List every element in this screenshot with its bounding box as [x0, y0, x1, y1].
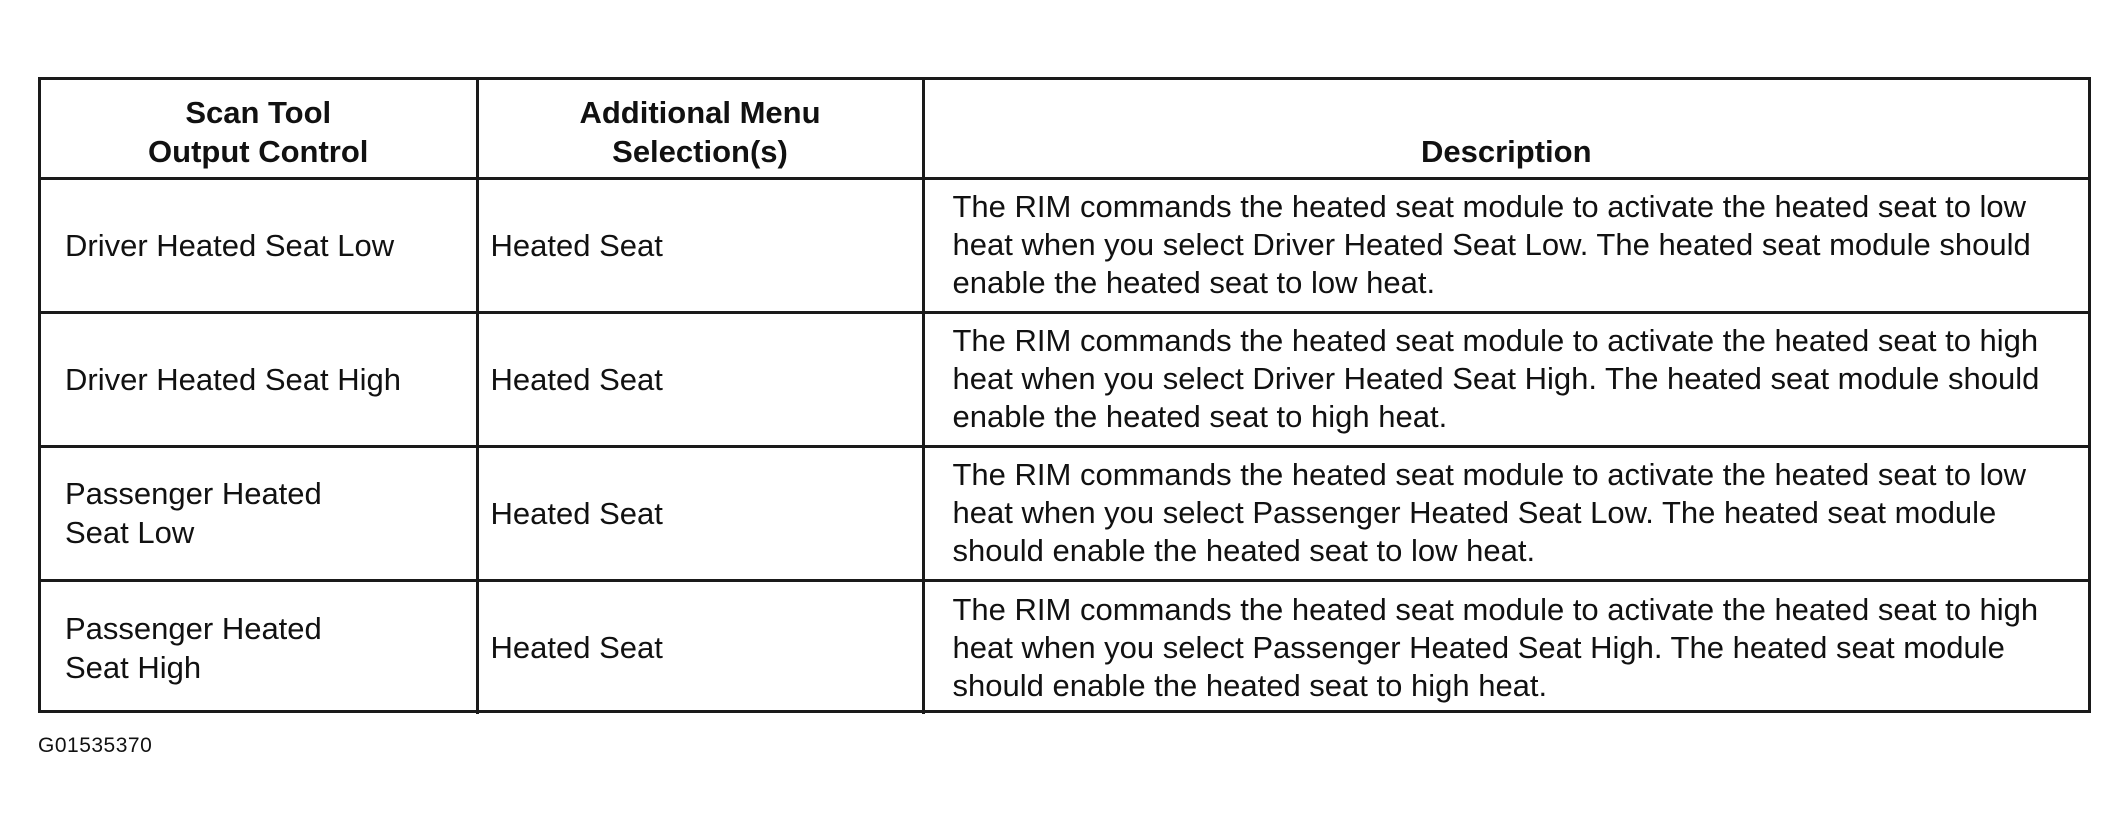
- header-description: [923, 80, 2088, 178]
- header-menu-selection-line-1: Additional Menu: [579, 94, 821, 130]
- header-output-control: [41, 80, 477, 178]
- table-row: [41, 178, 2088, 312]
- description-cell: The RIM commands the heated seat module to activate the heated seat to high heat when you select Passenger Heated Seat High. The heated seat module should enable the heated seat to high heat.: [923, 580, 2088, 714]
- description-cell: The RIM commands the heated seat module to activate the heated seat to high heat when you select Driver Heated Seat High. The heated seat module should enable the heated seat to high heat.: [923, 312, 2088, 446]
- description-cell: The RIM commands the heated seat module to activate the heated seat to low heat when you select Passenger Heated Seat Low. The heated seat module should enable the heated seat to low heat.: [923, 446, 2088, 580]
- output-control-table: [41, 80, 2088, 714]
- menu-selection-cell: Heated Seat: [477, 446, 923, 580]
- header-output-control-line-2: Output Control: [148, 133, 369, 169]
- output-control-cell: Driver Heated Seat High: [41, 312, 477, 446]
- description-cell: The RIM commands the heated seat module to activate the heated seat to low heat when you select Driver Heated Seat Low. The heated seat module should enable the heated seat to low heat.: [923, 178, 2088, 312]
- menu-selection-cell: Heated Seat: [477, 178, 923, 312]
- output-control-cell: Passenger Heated Seat High: [41, 580, 477, 714]
- figure-id-label: G01535370: [38, 734, 153, 757]
- table-row: [41, 312, 2088, 446]
- header-row: [41, 80, 2088, 178]
- menu-selection-cell: Heated Seat: [477, 312, 923, 446]
- output-control-cell: Driver Heated Seat Low: [41, 178, 477, 312]
- header-menu-selection: [477, 80, 923, 178]
- header-output-control-line-1: Scan Tool: [185, 94, 332, 130]
- header-menu-selection-line-2: Selection(s): [612, 133, 788, 169]
- output-control-cell: Passenger Heated Seat Low: [41, 446, 477, 580]
- header-description-label: Description: [1420, 133, 1592, 169]
- table-row: [41, 446, 2088, 580]
- table-row: [41, 580, 2088, 714]
- output-control-table-frame: [38, 77, 2091, 713]
- menu-selection-cell: Heated Seat: [477, 580, 923, 714]
